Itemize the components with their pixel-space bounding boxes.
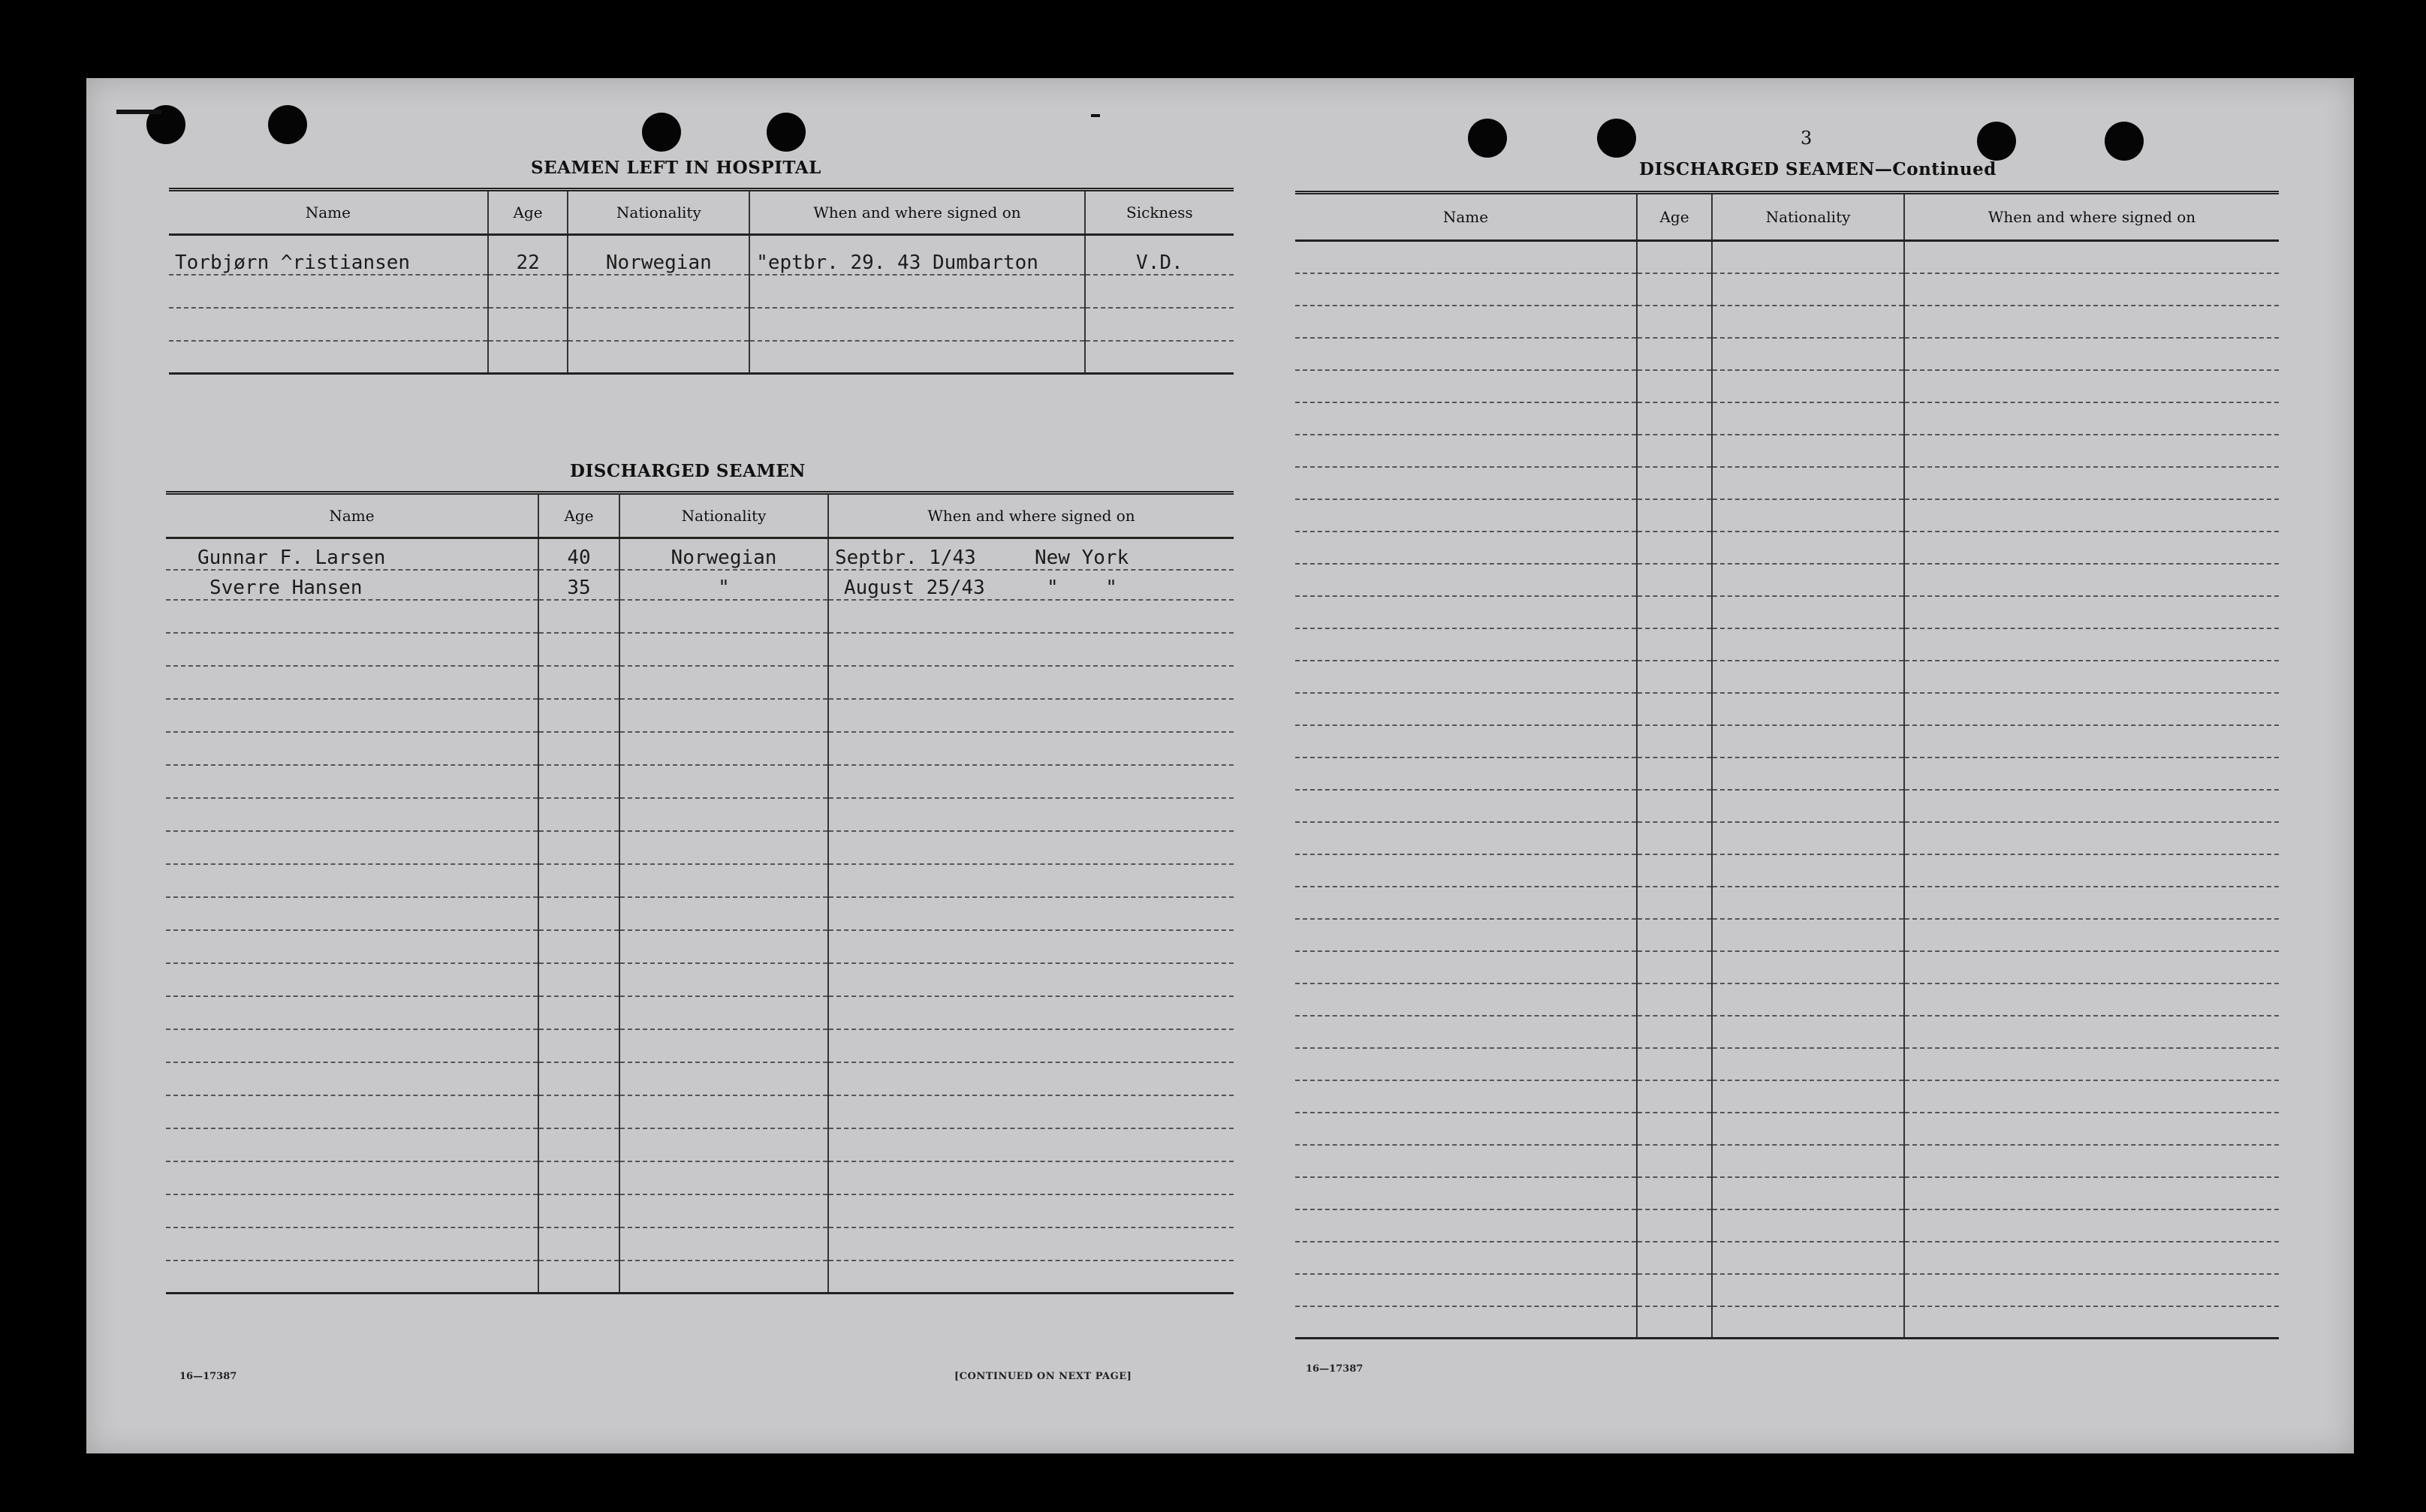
table-row: [1295, 983, 2279, 1016]
punch-hole: [1597, 119, 1636, 158]
table-row: [166, 996, 1234, 1029]
table-row: [1295, 596, 2279, 628]
punch-hole: [2105, 122, 2144, 161]
table-row: [166, 1062, 1234, 1095]
signed-date: August 25/43: [844, 576, 985, 599]
table-row: [166, 538, 1234, 570]
table-row: [1295, 693, 2279, 725]
table-row: [1295, 1080, 2279, 1113]
table-row: [166, 600, 1234, 633]
punch-hole: [642, 113, 681, 152]
table-row: [169, 275, 1234, 308]
column-header-signed-on: When and where signed on: [828, 493, 1234, 538]
continued-note: [CONTINUED ON NEXT PAGE]: [954, 1371, 1132, 1382]
table-row: [1295, 628, 2279, 661]
punch-hole: [1468, 119, 1507, 158]
smudge-mark: [116, 110, 161, 114]
table-row: [1295, 241, 2279, 273]
table-row: [1295, 532, 2279, 564]
table-row: [166, 798, 1234, 831]
column-header-nationality: Nationality: [1712, 193, 1904, 241]
table-row: [1295, 1274, 2279, 1306]
punch-hole: [1977, 122, 2016, 161]
seaman-age: 22: [488, 235, 568, 275]
table-row: [1295, 370, 2279, 402]
table-row: [1295, 273, 2279, 306]
table-row: [1295, 338, 2279, 370]
column-header-signed-on: When and where signed on: [749, 190, 1085, 235]
form-number: 16—17387: [179, 1371, 237, 1382]
signed-place: New York: [1035, 546, 1129, 569]
smudge-mark: [1091, 114, 1100, 117]
column-header-age: Age: [488, 190, 568, 235]
column-header-sickness: Sickness: [1085, 190, 1234, 235]
hospital-section-title: SEAMEN LEFT IN HOSPITAL: [531, 158, 821, 178]
page-number: 3: [1801, 128, 1813, 149]
table-row: [1295, 822, 2279, 854]
table-row: [166, 864, 1234, 897]
table-row: [1295, 725, 2279, 758]
continued-section-title: DISCHARGED SEAMEN—Continued: [1639, 159, 1997, 179]
table-row: [166, 963, 1234, 996]
discharged-table: [166, 491, 1234, 1294]
column-header-name: Name: [166, 493, 538, 538]
table-row: [1295, 951, 2279, 983]
table-row: [166, 1194, 1234, 1227]
seaman-name: Gunnar F. Larsen: [166, 538, 538, 570]
table-row: [166, 732, 1234, 765]
seaman-nationality: Norwegian: [568, 235, 749, 275]
table-row: [166, 1095, 1234, 1128]
column-header-age: Age: [1637, 193, 1712, 241]
table-row: [1295, 306, 2279, 338]
table-row: [169, 235, 1234, 275]
table-row: [1295, 435, 2279, 467]
form-number: 16—17387: [1306, 1363, 1364, 1375]
table-row: [166, 1128, 1234, 1161]
seaman-age: 35: [538, 570, 619, 600]
signed-place: " ": [1047, 576, 1117, 599]
table-row: [166, 1261, 1234, 1294]
table-row: [1295, 1145, 2279, 1177]
seaman-nationality: ": [619, 570, 828, 600]
table-row: [1295, 467, 2279, 499]
column-header-nationality: Nationality: [619, 493, 828, 538]
column-header-signed-on: When and where signed on: [1904, 193, 2279, 241]
table-row: [166, 633, 1234, 666]
table-row: [166, 765, 1234, 798]
signed-date: Septbr. 1/43: [835, 546, 976, 569]
seaman-signed-on: [828, 538, 1234, 570]
table-row: [1295, 919, 2279, 951]
table-row: [169, 308, 1234, 341]
discharged-section-title: DISCHARGED SEAMEN: [570, 461, 806, 481]
table-row: [1295, 854, 2279, 887]
table-row: [166, 897, 1234, 930]
table-row: [1295, 1306, 2279, 1339]
seaman-name: Torbjørn ^ristiansen: [169, 235, 488, 275]
table-row: [1295, 1113, 2279, 1145]
table-row: [1295, 402, 2279, 435]
table-row: [1295, 1209, 2279, 1242]
column-header-name: Name: [169, 190, 488, 235]
table-row: [1295, 790, 2279, 822]
table-row: [1295, 758, 2279, 790]
table-row: [166, 570, 1234, 600]
table-row: [1295, 499, 2279, 532]
document-sheet: [86, 78, 2354, 1453]
table-row: [166, 1029, 1234, 1062]
seaman-age: 40: [538, 538, 619, 570]
seaman-name: Sverre Hansen: [166, 570, 538, 600]
table-row: [1295, 564, 2279, 596]
table-row: [166, 1161, 1234, 1194]
table-row: [1295, 887, 2279, 919]
seaman-nationality: Norwegian: [619, 538, 828, 570]
column-header-name: Name: [1295, 193, 1637, 241]
table-row: [169, 341, 1234, 374]
table-row: [166, 930, 1234, 963]
table-row: [1295, 1048, 2279, 1080]
table-row: [166, 831, 1234, 864]
punch-hole: [767, 113, 806, 152]
table-row: [166, 699, 1234, 732]
hospital-table: [169, 188, 1234, 375]
column-header-nationality: Nationality: [568, 190, 749, 235]
seaman-sickness: V.D.: [1085, 235, 1234, 275]
table-row: [1295, 1177, 2279, 1209]
table-row: [1295, 661, 2279, 693]
seaman-signed-on: "eptbr. 29. 43 Dumbarton: [749, 235, 1085, 275]
table-row: [1295, 1242, 2279, 1274]
table-row: [166, 666, 1234, 699]
table-row: [166, 1227, 1234, 1261]
punch-hole: [268, 105, 307, 144]
seaman-signed-on: [828, 570, 1234, 600]
discharged-continued-table: [1295, 191, 2279, 1339]
column-header-age: Age: [538, 493, 619, 538]
table-row: [1295, 1016, 2279, 1048]
